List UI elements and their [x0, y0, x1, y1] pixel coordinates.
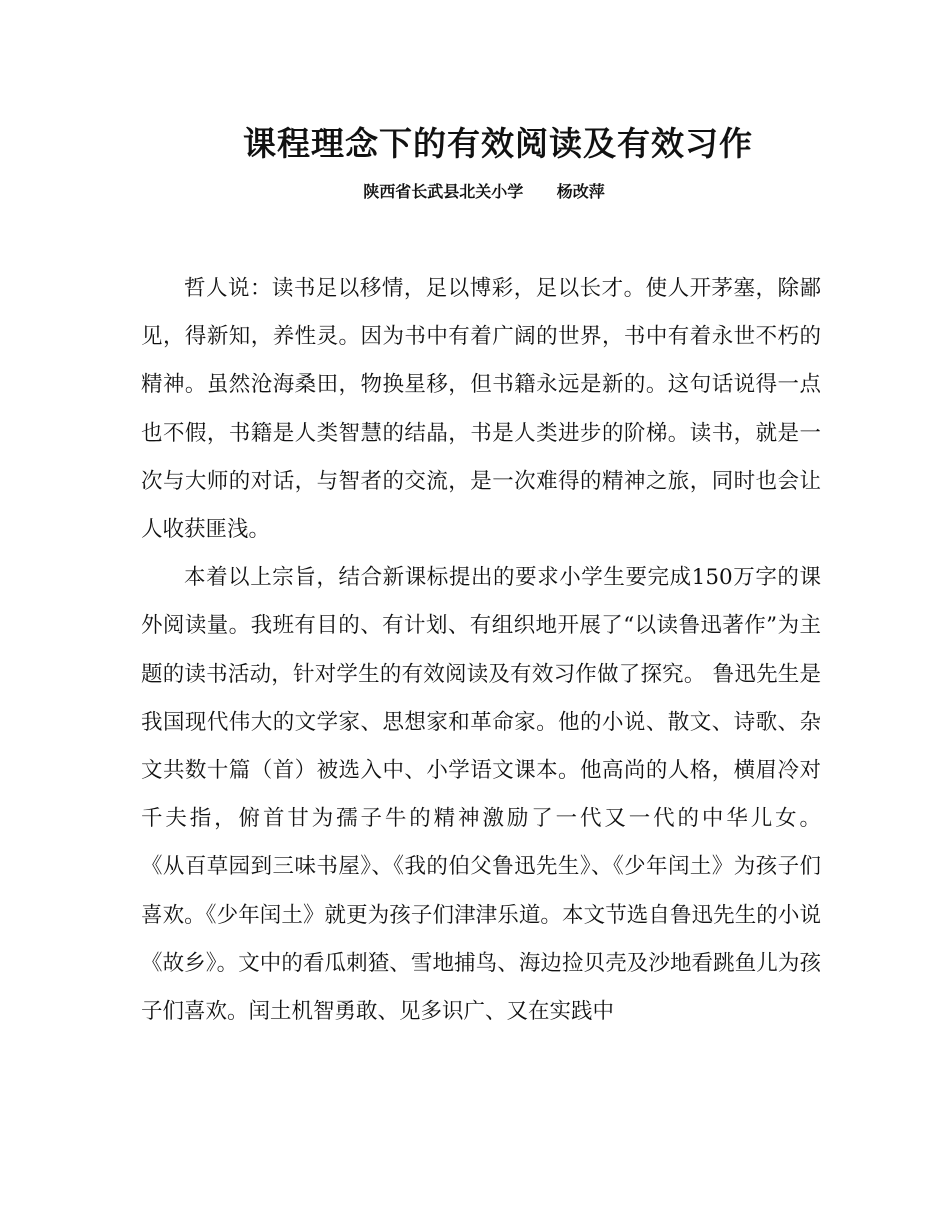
paragraph-1: 哲人说：读书足以移情，足以博彩，足以长才。使人开茅塞，除鄙见，得新知，养性灵。因为书中有着广阔的世界，书中有着永世不朽的精神。虽然沧海桑田，物换星移，但书籍永远是新的。这句话说得一点也不假，书籍是人类智慧的结晶，书是人类进步的阶梯。读书，就是一次与大师的对话，与智者的交流，是一次难得的精神之旅，同时也会让人收获匪浅。	[141, 276, 821, 543]
document-title: 课程理念下的有效阅读及有效习作	[243, 124, 753, 163]
author-line: 陕西省长武县北关小学 杨改萍	[363, 182, 605, 201]
document-body	[141, 265, 904, 1036]
paragraph-2: 本着以上宗旨，结合新课标提出的要求小学生要完成150万字的课外阅读量。我班有目的、有计划、有组织地开展了“以读鲁迅著作”为主题的读书活动，针对学生的有效阅读及有效习作做了探究。 鲁迅先生是我国现代伟大的文学家、思想家和革命家。他的小说、散文、诗歌、杂文共数十篇（首）被选入中、小学语文课本。他高尚的人格，横眉冷对千夫指，俯首甘为孺子牛的精神激励了一代又一代的中华儿女。 《从百草园到三味书屋》、《我的伯父鲁迅先生》、《少年闰土》为孩子们喜欢。《少年闰土》就更为孩子们津津乐道。本文节选自鲁迅先生的小说《故乡》。文中的看瓜刺猹、雪地捕鸟、海边捡贝壳及沙地看跳鱼儿为孩子们喜欢。闰土机智勇敢、见多识广、又在实践中	[141, 565, 904, 1025]
